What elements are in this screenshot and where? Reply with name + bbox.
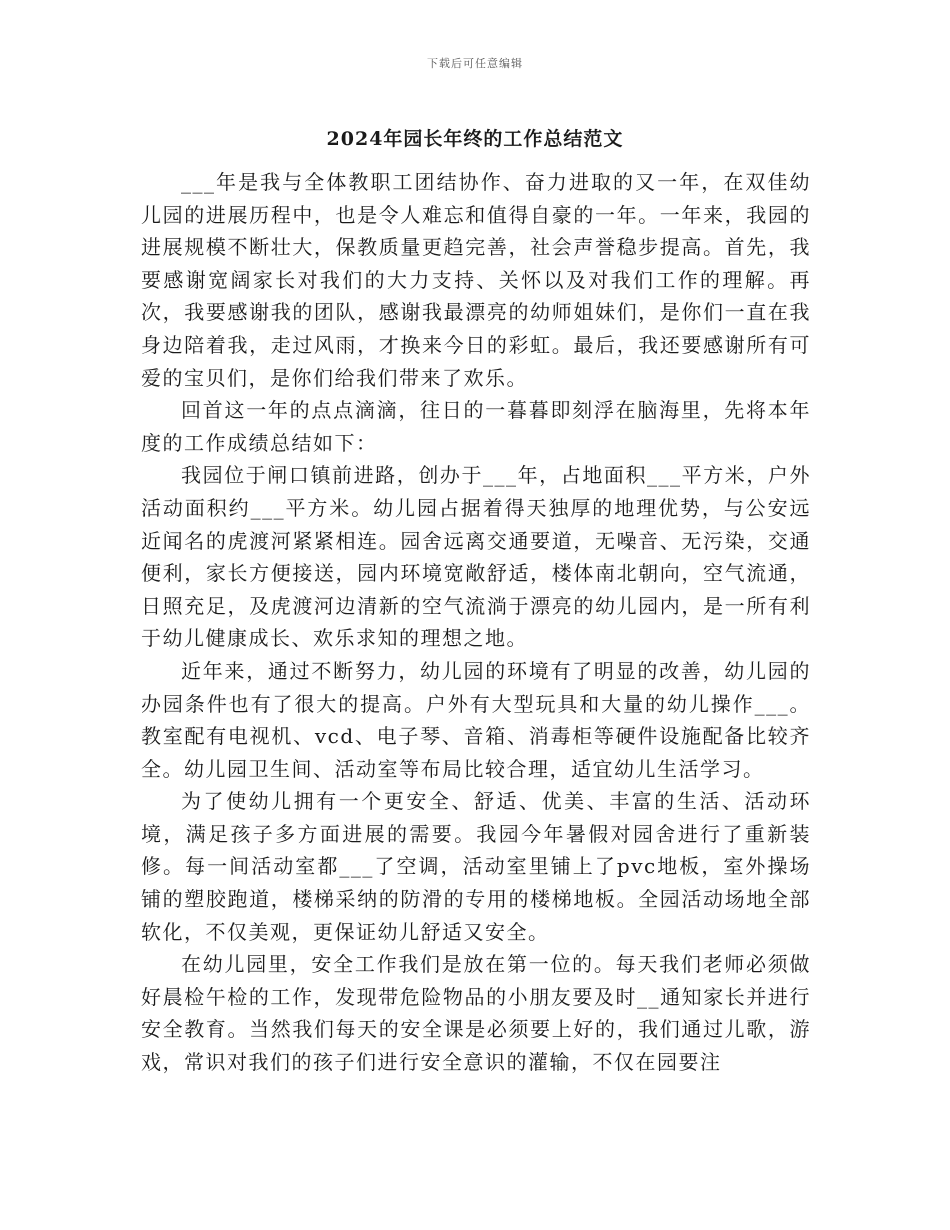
paragraph: ___年是我与全体教职工团结协作、奋力进取的又一年，在双佳幼儿园的进展历程中，也是令人难忘和值得自豪的一年。一年来，我园的进展规模不断壮大，保教质量更趋完善，社会声誉稳步提高。首先，我要感谢宽阔家长对我们的大力支持、关怀以及对我们工作的理解。再次，我要感谢我的团队，感谢我最漂亮的幼师姐妹们，是你们一直在我身边陪着我，走过风雨，才换来今日的彩虹。最后，我还要感谢所有可爱的宝贝们，是你们给我们带来了欢乐。 [141, 170, 811, 390]
header-note: 下载后可任意编辑 [427, 57, 523, 70]
paragraph: 我园位于闸口镇前进路，创办于___年，占地面积___平方米，户外活动面积约___平方米。幼儿园占据着得天独厚的地理优势，与公安远近闻名的虎渡河紧紧相连。园舍远离交通要道，无噪音、无污染，交通便利，家长方便接送，园内环境宽敞舒适，楼体南北朝向，空气流通，日照充足，及虎渡河边清新的空气流淌于漂亮的幼儿园内，是一所有利于幼儿健康成长、欢乐求知的理想之地。 [141, 463, 811, 651]
paragraph: 近年来，通过不断努力，幼儿园的环境有了明显的改善，幼儿园的办园条件也有了很大的提高。户外有大型玩具和大量的幼儿操作___。教室配有电视机、vcd、电子琴、音箱、消毒柜等硬件设施配备比较齐全。幼儿园卫生间、活动室等布局比较合理，适宜幼儿生活学习。 [141, 658, 811, 781]
document-body [141, 166, 811, 1079]
paragraph: 在幼儿园里，安全工作我们是放在第一位的。每天我们老师必须做好晨检午检的工作，发现带危险物品的小朋友要及时__通知家长并进行安全教育。当然我们每天的安全课是必须要上好的，我们通过儿歌，游戏，常识对我们的孩子们进行安全意识的灌输，不仅在园要注 [141, 952, 811, 1075]
page-title: 2024年园长年终的工作总结范文 [326, 128, 624, 150]
paragraph: 回首这一年的点点滴滴，往日的一暮暮即刻浮在脑海里，先将本年度的工作成绩总结如下： [141, 398, 811, 455]
paragraph: 为了使幼儿拥有一个更安全、舒适、优美、丰富的生活、活动环境，满足孩子多方面进展的需要。我园今年暑假对园舍进行了重新装修。每一间活动室都___了空调，活动室里铺上了pvc地板，室外操场铺的塑胶跑道，楼梯采纳的防滑的专用的楼梯地板。全园活动场地全部软化，不仅美观，更保证幼儿舒适又安全。 [141, 789, 811, 944]
